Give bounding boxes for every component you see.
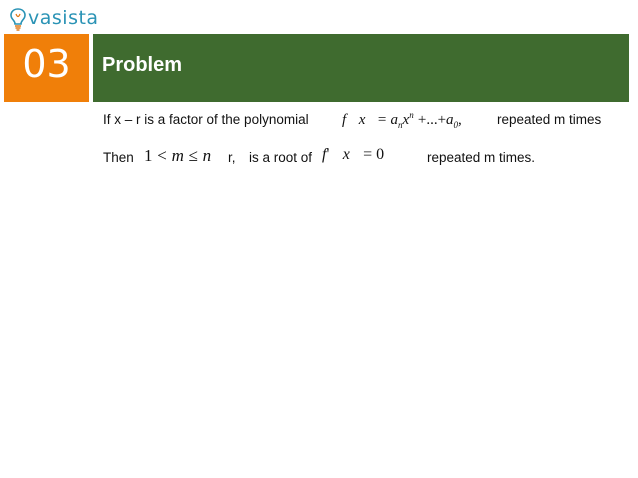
- lightbulb-icon: [8, 7, 28, 33]
- line1-suffix-wrap: [497, 112, 601, 127]
- slide-number: 03: [22, 42, 71, 86]
- line2-middle-wrap: [228, 150, 236, 165]
- line1-suffix: repeated m times: [497, 112, 602, 127]
- line1-prefix: If x – r is a factor of the polynomial: [103, 112, 309, 127]
- inequality-formula: 1 < m ≤ n: [144, 146, 212, 165]
- logo-text: vasista: [28, 7, 99, 29]
- title-bar: [93, 34, 629, 102]
- line2-prefix-wrap: [103, 150, 134, 165]
- line2-suffix: repeated m times.: [427, 150, 536, 165]
- slide-number-box: [4, 34, 89, 102]
- statement-line-1: [103, 112, 309, 127]
- line2-prefix: Then: [103, 150, 134, 165]
- slide-title: Problem: [102, 54, 183, 76]
- line2-root-text: is a root of: [249, 150, 313, 165]
- vasista-logo: [6, 5, 116, 33]
- line2-suffix-wrap: [427, 150, 535, 165]
- line2-root-wrap: [249, 150, 312, 165]
- line2-middle: r,: [228, 150, 236, 165]
- polynomial-formula: f x = $a_nx^n +...+a_0$,: [342, 110, 462, 130]
- derivative-formula: f' x = 0: [322, 146, 385, 163]
